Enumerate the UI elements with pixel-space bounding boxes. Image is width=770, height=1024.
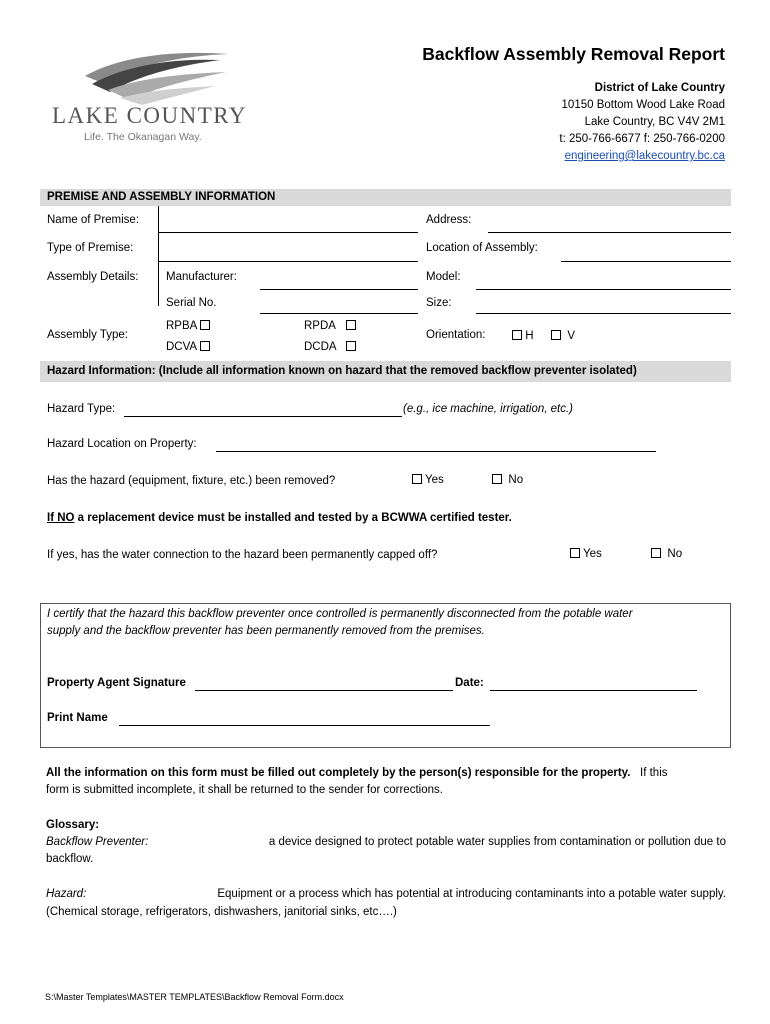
hazard-removed-no-option[interactable] (492, 474, 523, 486)
hazard-removed-no-checkbox[interactable] (492, 474, 502, 484)
assembly-type-label: Assembly Type: (47, 329, 128, 341)
capped-no-label: No (667, 548, 683, 560)
serial-label: Serial No. (166, 297, 217, 309)
glossary-hazard-line1 (46, 888, 726, 900)
replacement-notice (47, 512, 512, 524)
premise-type-field[interactable] (158, 261, 418, 262)
orientation-h-option[interactable] (512, 330, 534, 342)
print-name-field[interactable] (119, 725, 490, 726)
org-name: District of Lake Country (594, 82, 725, 94)
dcva-checkbox[interactable] (200, 341, 210, 351)
rpba-option[interactable] (166, 320, 210, 332)
orientation-v-checkbox[interactable] (551, 330, 561, 340)
replacement-notice-text: a replacement device must be installed and tested by a BCWWA certified tester. (74, 512, 512, 524)
premise-name-field[interactable] (158, 232, 418, 233)
capped-no-option[interactable] (651, 548, 682, 560)
assembly-location-field[interactable] (561, 261, 731, 262)
completion-notice-bold: All the information on this form must be filled out completely by the person(s) responsible for the property. (46, 767, 631, 779)
hazard-location-field[interactable] (216, 451, 656, 452)
hazard-removed-no-label: No (508, 474, 524, 486)
orientation-h-checkbox[interactable] (512, 330, 522, 340)
model-field[interactable] (476, 289, 731, 290)
completion-notice-line2: form is submitted incomplete, it shall be returned to the sender for corrections. (46, 784, 443, 796)
rpda-option[interactable] (304, 320, 356, 332)
logo-tagline: Life. The Okanagan Way. (84, 131, 202, 143)
certification-line2: supply and the backflow preventer has been permanently removed from the premises. (47, 625, 485, 637)
capped-yes-checkbox[interactable] (570, 548, 580, 558)
orientation-label: Orientation: (426, 329, 486, 341)
date-field[interactable] (490, 690, 697, 691)
hazard-removed-yes-option[interactable] (412, 474, 444, 486)
glossary-bp-def1: a device designed to protect potable water supplies from contamination or pollution due to (268, 836, 726, 848)
glossary-hazard-def1: Equipment or a process which has potential at introducing contaminants into a potable water supply. (217, 888, 726, 900)
if-no-text: If NO (47, 512, 75, 524)
glossary-hazard-def2: (Chemical storage, refrigerators, dishwashers, janitorial sinks, etc….) (46, 906, 397, 918)
completion-notice-rest1: If this (640, 767, 668, 779)
certification-line1: I certify that the hazard this backflow preventer once controlled is permanently disconnected from the potable water (47, 608, 633, 620)
hazard-location-label: Hazard Location on Property: (47, 438, 197, 450)
glossary-hazard-term: Hazard: (46, 888, 87, 900)
address-label: Address: (426, 214, 472, 226)
dcva-option[interactable] (166, 341, 210, 353)
capped-yes-option[interactable] (570, 548, 602, 560)
capped-no-checkbox[interactable] (651, 548, 661, 558)
address-field[interactable] (488, 232, 731, 233)
completion-notice-line1 (46, 767, 726, 779)
signature-label: Property Agent Signature (47, 677, 186, 689)
hazard-section-heading: Hazard Information: (Include all information known on hazard that the removed backflow preventer isolated) (40, 361, 731, 382)
hazard-type-hint: (e.g., ice machine, irrigation, etc.) (403, 403, 574, 415)
glossary-bp-term: Backflow Preventer: (46, 836, 149, 848)
dcda-label: DCDA (304, 341, 337, 353)
premise-type-label: Type of Premise: (47, 242, 134, 254)
serial-field[interactable] (260, 313, 418, 314)
org-address-line2: Lake Country, BC V4V 2M1 (584, 116, 725, 128)
capped-yes-label: Yes (583, 548, 602, 560)
org-address-line1: 10150 Bottom Wood Lake Road (561, 99, 725, 111)
signature-field[interactable] (195, 690, 453, 691)
manufacturer-label: Manufacturer: (166, 271, 237, 283)
orientation-v-option[interactable] (551, 330, 575, 342)
footer-file-path: S:\Master Templates\MASTER TEMPLATES\Backflow Removal Form.docx (45, 992, 344, 1002)
hazard-removed-yes-checkbox[interactable] (412, 474, 422, 484)
rpda-label: RPDA (304, 320, 336, 332)
size-label: Size: (426, 297, 452, 309)
manufacturer-field[interactable] (260, 289, 418, 290)
rpba-label: RPBA (166, 320, 197, 332)
logo-wordmark: LAKE COUNTRY (52, 103, 247, 128)
rpba-checkbox[interactable] (200, 320, 210, 330)
size-field[interactable] (476, 313, 731, 314)
glossary-bp-line1 (46, 836, 726, 848)
assembly-location-label: Location of Assembly: (426, 242, 538, 254)
hazard-removed-yes-label: Yes (425, 474, 444, 486)
org-email-link[interactable]: engineering@lakecountry.bc.ca (564, 150, 725, 162)
glossary-bp-def2: backflow. (46, 853, 94, 865)
rpda-checkbox[interactable] (346, 320, 356, 330)
dcva-label: DCVA (166, 341, 197, 353)
assembly-details-label: Assembly Details: (47, 271, 139, 283)
glossary-heading: Glossary: (46, 819, 100, 831)
org-phone-fax: t: 250-766-6677 f: 250-766-0200 (559, 133, 725, 145)
lake-country-logo-swoosh-icon (80, 48, 230, 106)
dcda-option[interactable] (304, 341, 356, 353)
hazard-removed-question: Has the hazard (equipment, fixture, etc.) been removed? (47, 475, 336, 487)
column-divider (158, 206, 159, 306)
premise-section-heading: PREMISE AND ASSEMBLY INFORMATION (40, 189, 731, 206)
capped-question: If yes, has the water connection to the hazard been permanently capped off? (47, 549, 438, 561)
report-title: Backflow Assembly Removal Report (422, 44, 725, 64)
orientation-v-label: V (567, 330, 576, 342)
date-label: Date: (455, 677, 484, 689)
hazard-type-field[interactable] (124, 416, 402, 417)
orientation-h-label: H (525, 330, 534, 342)
dcda-checkbox[interactable] (346, 341, 356, 351)
print-name-label: Print Name (47, 712, 108, 724)
premise-name-label: Name of Premise: (47, 214, 140, 226)
model-label: Model: (426, 271, 461, 283)
hazard-type-label: Hazard Type: (47, 403, 116, 415)
